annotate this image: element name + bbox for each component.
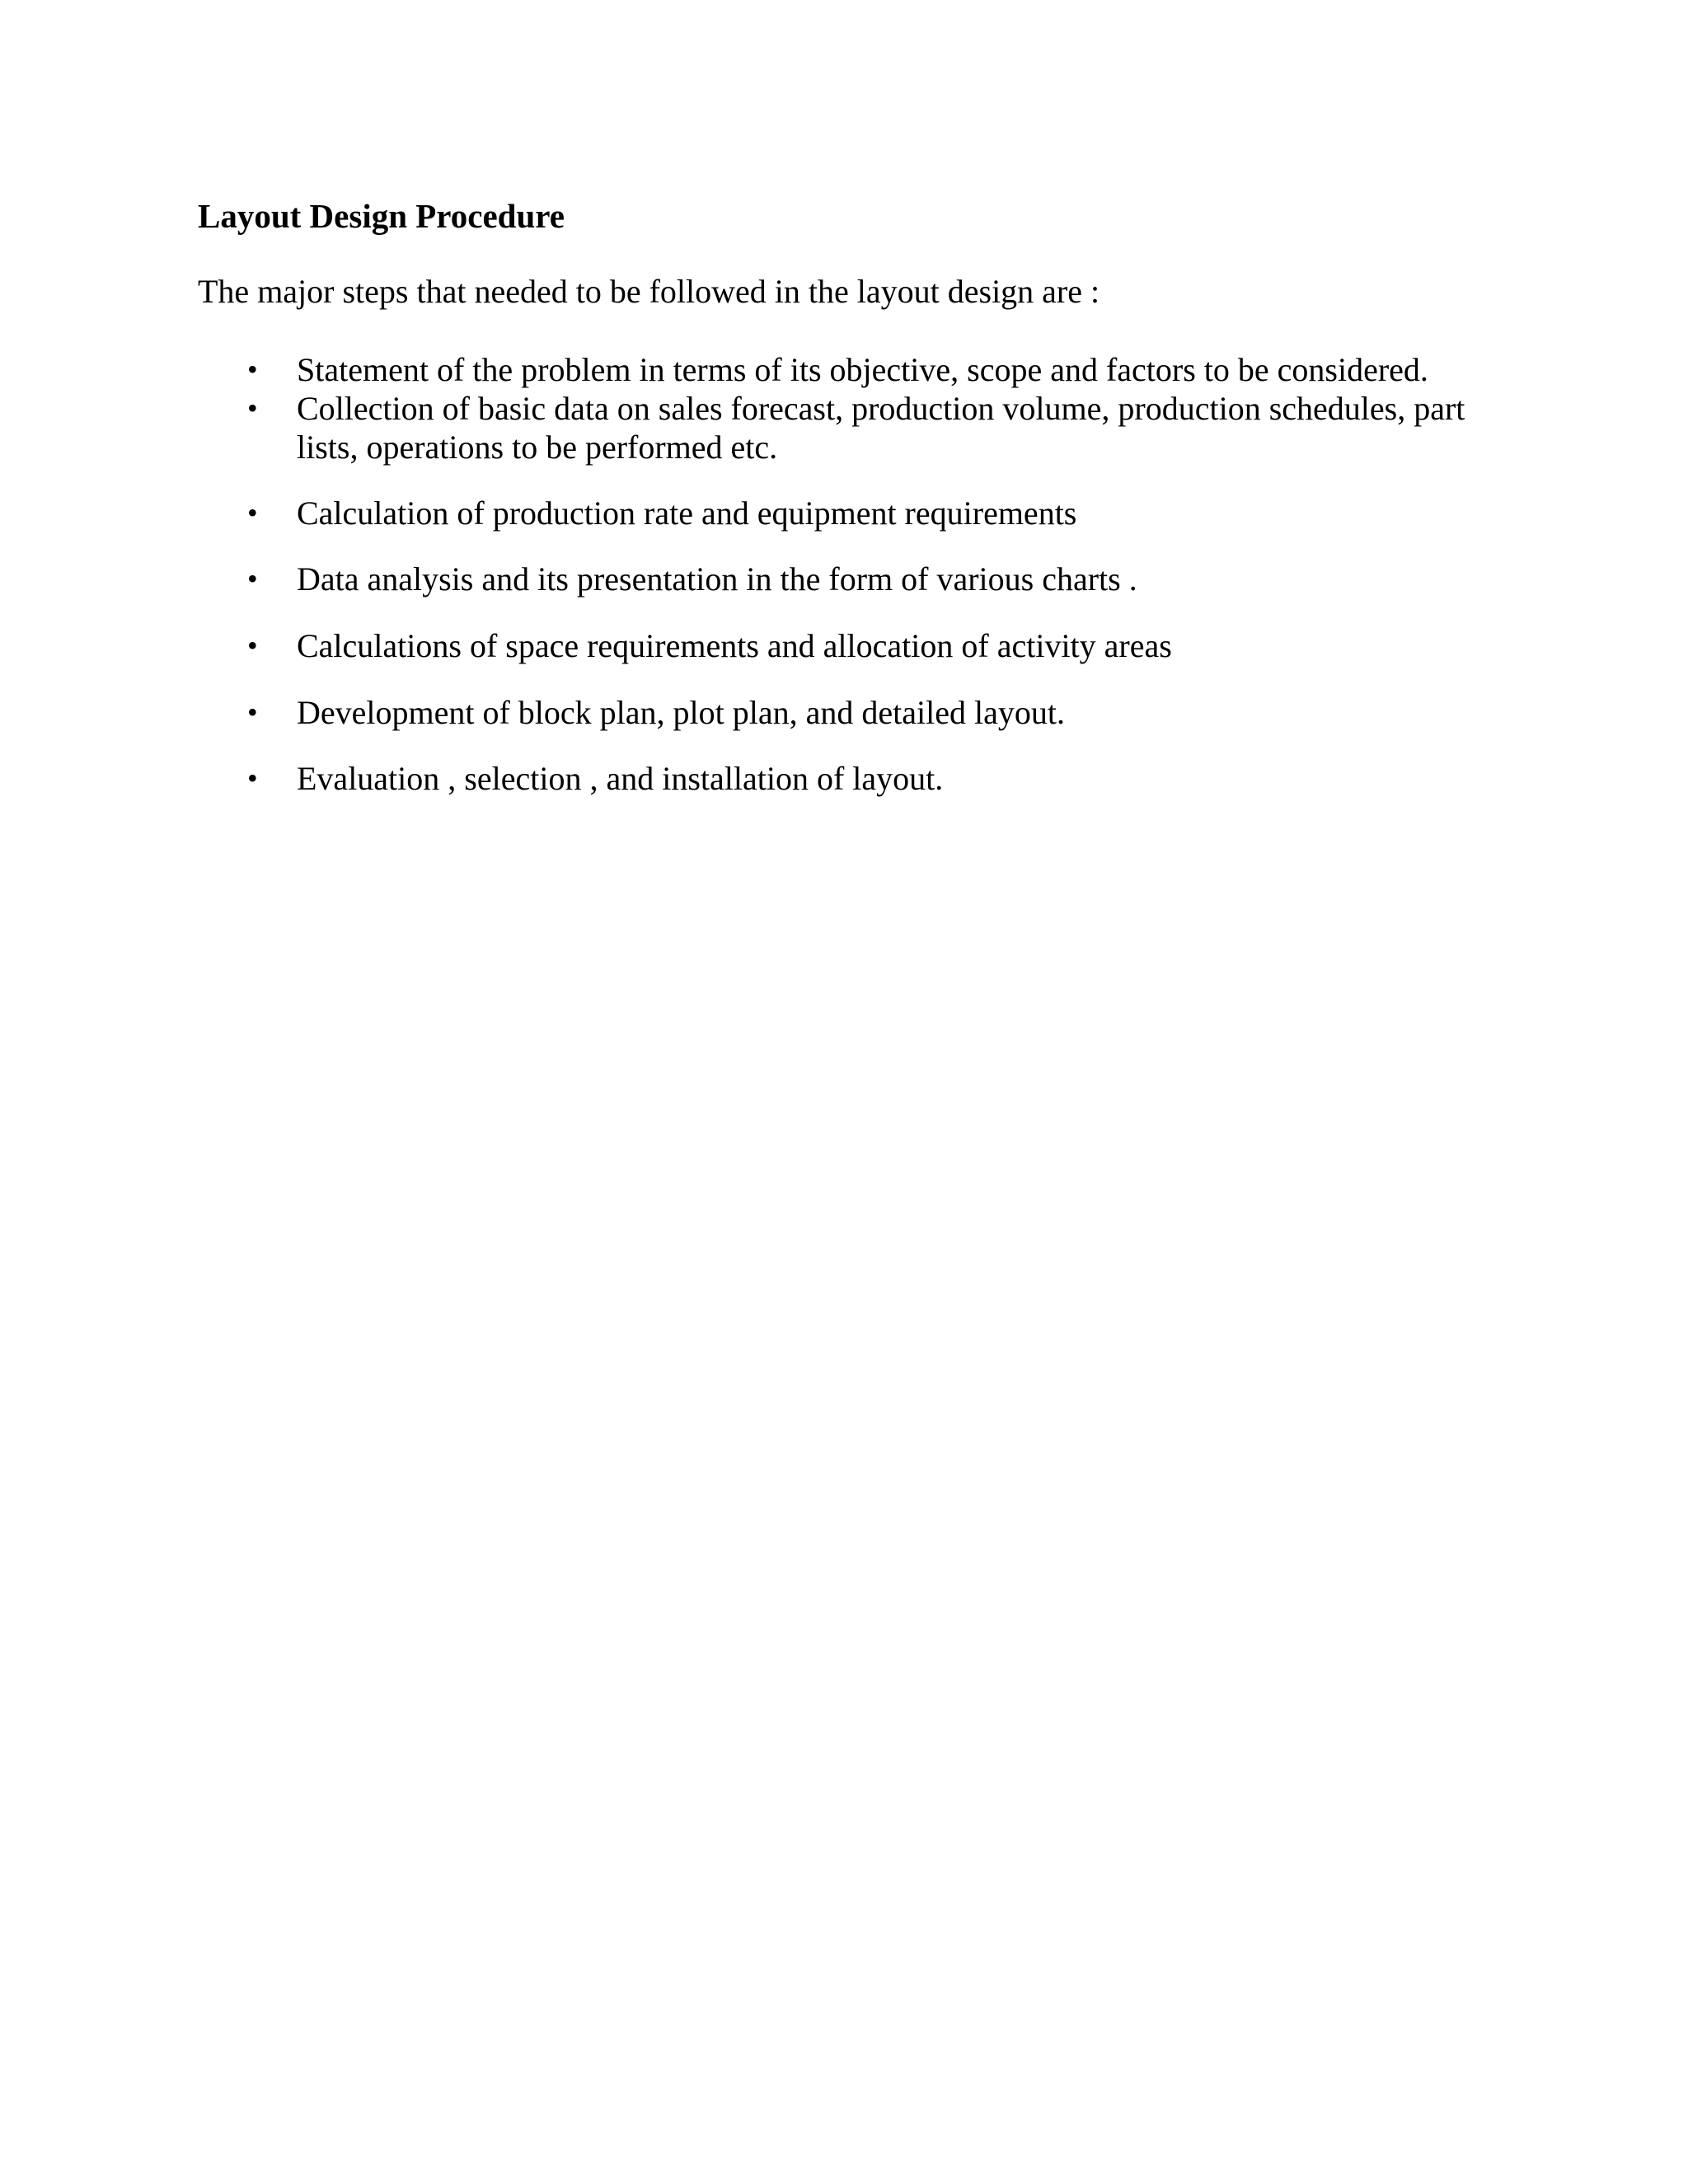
list-item-text: Calculations of space requirements and allocation of activity areas: [297, 627, 1172, 664]
list-item-text: Evaluation , selection , and installation of layout.: [297, 760, 944, 797]
bullet-icon: •: [247, 391, 258, 424]
list-item: [247, 350, 1500, 389]
bullet-icon: •: [247, 496, 258, 529]
bullet-icon: •: [247, 696, 258, 729]
list-item: [247, 626, 1500, 665]
intro-paragraph: The major steps that needed to be followed in the layout design are :: [198, 273, 1100, 310]
list-item-text: Development of block plan, plot plan, and detailed layout.: [297, 694, 1065, 731]
list-item: [247, 494, 1500, 532]
list-item-text: Collection of basic data on sales forecast, production volume, production schedules, part lists, operations to be performed etc.: [297, 390, 1465, 466]
bullet-icon: •: [247, 562, 258, 595]
bullet-icon: •: [247, 762, 258, 794]
bullet-icon: •: [247, 353, 258, 386]
list-item-text: Data analysis and its presentation in the form of various charts .: [297, 560, 1137, 598]
list-item: [247, 560, 1500, 598]
list-item: [247, 693, 1500, 732]
list-item: [247, 389, 1500, 466]
list-item-text: Statement of the problem in terms of its objective, scope and factors to be considered.: [297, 351, 1428, 388]
bullet-icon: •: [247, 629, 258, 662]
list-item: [247, 759, 1500, 798]
list-item-text: Calculation of production rate and equipment requirements: [297, 494, 1077, 532]
section-heading: Layout Design Procedure: [198, 197, 565, 235]
